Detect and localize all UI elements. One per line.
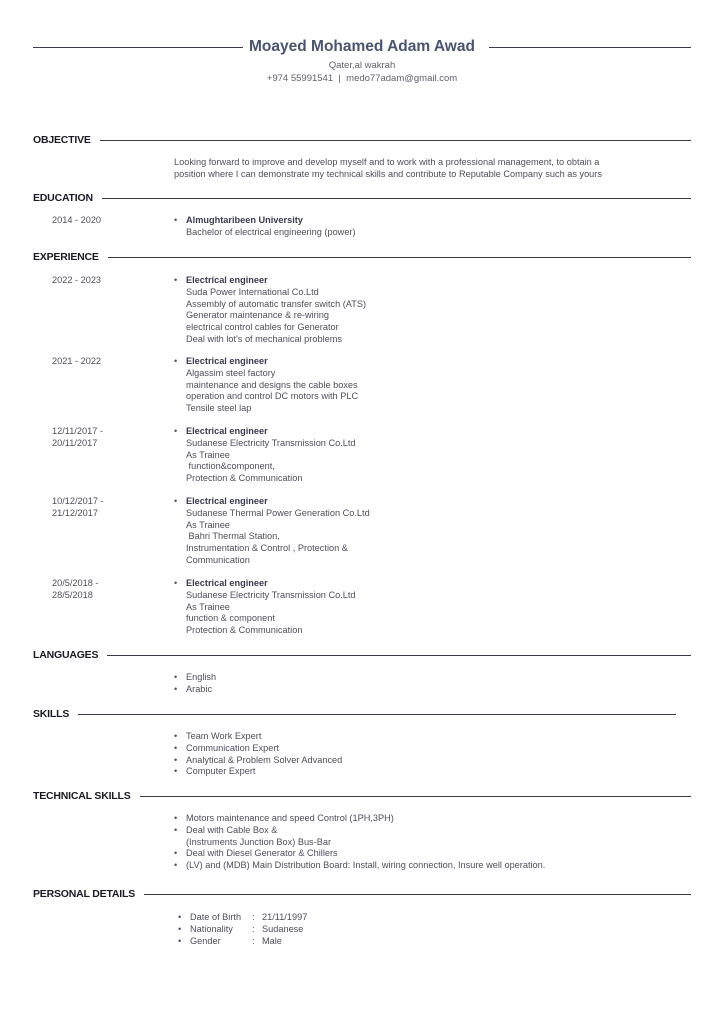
experience-line: electrical control cables for Generator <box>186 322 339 333</box>
personal-detail-value: 21/11/1997 <box>262 912 308 922</box>
experience-line: Algassim steel factory <box>186 367 276 378</box>
section-title-experience: EXPERIENCE <box>33 251 99 263</box>
section-title-education: EDUCATION <box>33 192 93 204</box>
experience-entry <box>174 426 674 485</box>
section-languages <box>33 648 691 662</box>
personal-detail-value: Sudanese <box>262 923 304 934</box>
section-rule <box>102 198 691 199</box>
experience-line: function & component <box>186 613 275 624</box>
section-title-objective: OBJECTIVE <box>33 134 91 146</box>
experience-line: Sudanese Electricity Transmission Co.Ltd <box>186 589 356 600</box>
experience-role: • Electrical engineer <box>186 578 268 588</box>
personal-detail-row <box>178 912 678 924</box>
experience-entry <box>174 356 674 415</box>
personal-details-list <box>178 912 678 947</box>
experience-date <box>52 426 162 450</box>
objective-text <box>174 157 674 181</box>
experience-line: As Trainee <box>186 449 230 460</box>
education-entry <box>174 215 674 239</box>
list-item <box>174 825 694 849</box>
experience-line: Suda Power International Co.Ltd <box>186 286 319 297</box>
experience-line: Instrumentation & Control , Protection & <box>186 543 348 554</box>
experience-date-line: 12/11/2017 - <box>52 426 103 436</box>
experience-line: Sudanese Electricity Transmission Co.Ltd <box>186 437 356 448</box>
experience-line: Generator maintenance & re-wiring <box>186 310 329 321</box>
experience-date-line: 28/5/2018 <box>52 589 93 600</box>
experience-role: • Electrical engineer <box>186 426 268 436</box>
education-degree: Bachelor of electrical engineering (power) <box>186 226 356 237</box>
personal-detail-separator: : <box>252 935 255 946</box>
contact-separator: | <box>338 73 341 84</box>
personal-detail-label: • Gender <box>190 935 221 946</box>
list-item: • Analytical & Problem Solver Advanced <box>174 755 674 767</box>
list-item-line: (Instruments Junction Box) Bus-Bar <box>186 836 332 847</box>
personal-detail-row <box>178 924 678 936</box>
experience-date-line: 20/5/2018 - <box>52 578 99 588</box>
experience-line: Bahri Thermal Station, <box>186 531 280 542</box>
personal-detail-label: • Date of Birth <box>190 912 242 922</box>
experience-date <box>52 496 162 520</box>
experience-line: Protection & Communication <box>186 625 303 636</box>
list-item-line: • Deal with Cable Box & <box>186 824 278 835</box>
education-date: 2014 - 2020 <box>52 215 102 225</box>
experience-role: • Electrical engineer <box>186 496 268 506</box>
experience-line: As Trainee <box>186 601 230 612</box>
experience-role: • Electrical engineer <box>186 275 268 285</box>
objective-line: Looking forward to improve and develop myself and to work with a professional management, to obtain a <box>174 157 600 167</box>
list-item-line: • Motors maintenance and speed Control (1PH,3PH) <box>186 813 394 823</box>
phone-number: +974 55991541 <box>266 73 334 84</box>
section-technical-skills <box>33 789 691 803</box>
list-item: • Computer Expert <box>174 766 674 778</box>
section-education <box>33 191 691 205</box>
candidate-name: Moayed Mohamed Adam Awad <box>249 38 475 55</box>
experience-entry <box>174 275 674 346</box>
experience-line: Communication <box>186 554 250 565</box>
personal-detail-separator: : <box>252 912 255 922</box>
experience-line: As Trainee <box>186 519 230 530</box>
section-objective <box>33 133 691 147</box>
section-rule <box>144 894 691 895</box>
list-item <box>174 813 694 825</box>
languages-list <box>174 672 674 696</box>
personal-detail-separator: : <box>252 923 255 934</box>
experience-line: function&component, <box>186 461 275 472</box>
section-title-languages: LANGUAGES <box>33 649 99 661</box>
experience-date <box>52 578 162 602</box>
section-title-personal-details: PERSONAL DETAILS <box>33 888 136 900</box>
section-title-technical-skills: TECHNICAL SKILLS <box>33 790 131 802</box>
experience-date-line: 21/12/2017 <box>52 507 98 518</box>
experience-line: Protection & Communication <box>186 473 303 484</box>
experience-entry <box>174 496 674 567</box>
experience-line: Deal with lot's of mechanical problems <box>186 333 342 344</box>
contact-line <box>0 73 724 85</box>
personal-detail-label: • Nationality <box>190 923 233 934</box>
experience-date-line: 2021 - 2022 <box>52 356 102 366</box>
education-institution: • Almughtaribeen University <box>186 215 303 225</box>
section-rule <box>100 140 691 141</box>
personal-detail-row <box>178 936 678 948</box>
personal-detail-value: Male <box>262 935 282 946</box>
section-experience <box>33 250 691 264</box>
section-personal-details <box>33 887 691 901</box>
experience-role: • Electrical engineer <box>186 356 268 366</box>
section-rule <box>108 257 691 258</box>
experience-line: Assembly of automatic transfer switch (ATS) <box>186 298 367 309</box>
experience-date-line: 20/11/2017 <box>52 437 98 448</box>
experience-line: Sudanese Thermal Power Generation Co.Ltd <box>186 507 370 518</box>
experience-line: operation and control DC motors with PLC <box>186 391 359 402</box>
section-rule <box>78 714 676 715</box>
list-item-line: • Deal with Diesel Generator & Chillers <box>186 848 338 859</box>
list-item-line: • (LV) and (MDB) Main Distribution Board: Install, wiring connection, Insure well operation. <box>186 860 546 871</box>
skills-list <box>174 731 674 778</box>
experience-date <box>52 275 162 287</box>
section-title-skills: SKILLS <box>33 708 70 720</box>
list-item <box>174 848 694 860</box>
section-rule <box>140 796 691 797</box>
experience-line: Tensile steel lap <box>186 403 252 414</box>
email-address: medo77adam@gmail.com <box>346 73 458 84</box>
list-item: • Communication Expert <box>174 743 674 755</box>
list-item: • English <box>174 672 674 684</box>
candidate-location: Qater,al wakrah <box>328 60 396 71</box>
section-skills <box>33 707 676 721</box>
experience-entry <box>174 578 674 637</box>
list-item: • Team Work Expert <box>174 731 674 743</box>
section-rule <box>107 655 691 656</box>
objective-line: position where I can demonstrate my technical skills and contribute to Reputable Company such as yours <box>174 168 602 179</box>
experience-line: maintenance and designs the cable boxes <box>186 379 358 390</box>
technical-skills-list <box>174 813 694 872</box>
experience-date-line: 10/12/2017 - <box>52 496 104 506</box>
list-item <box>174 860 694 872</box>
list-item: • Arabic <box>174 684 674 696</box>
experience-date <box>52 356 162 368</box>
experience-date-line: 2022 - 2023 <box>52 275 102 285</box>
